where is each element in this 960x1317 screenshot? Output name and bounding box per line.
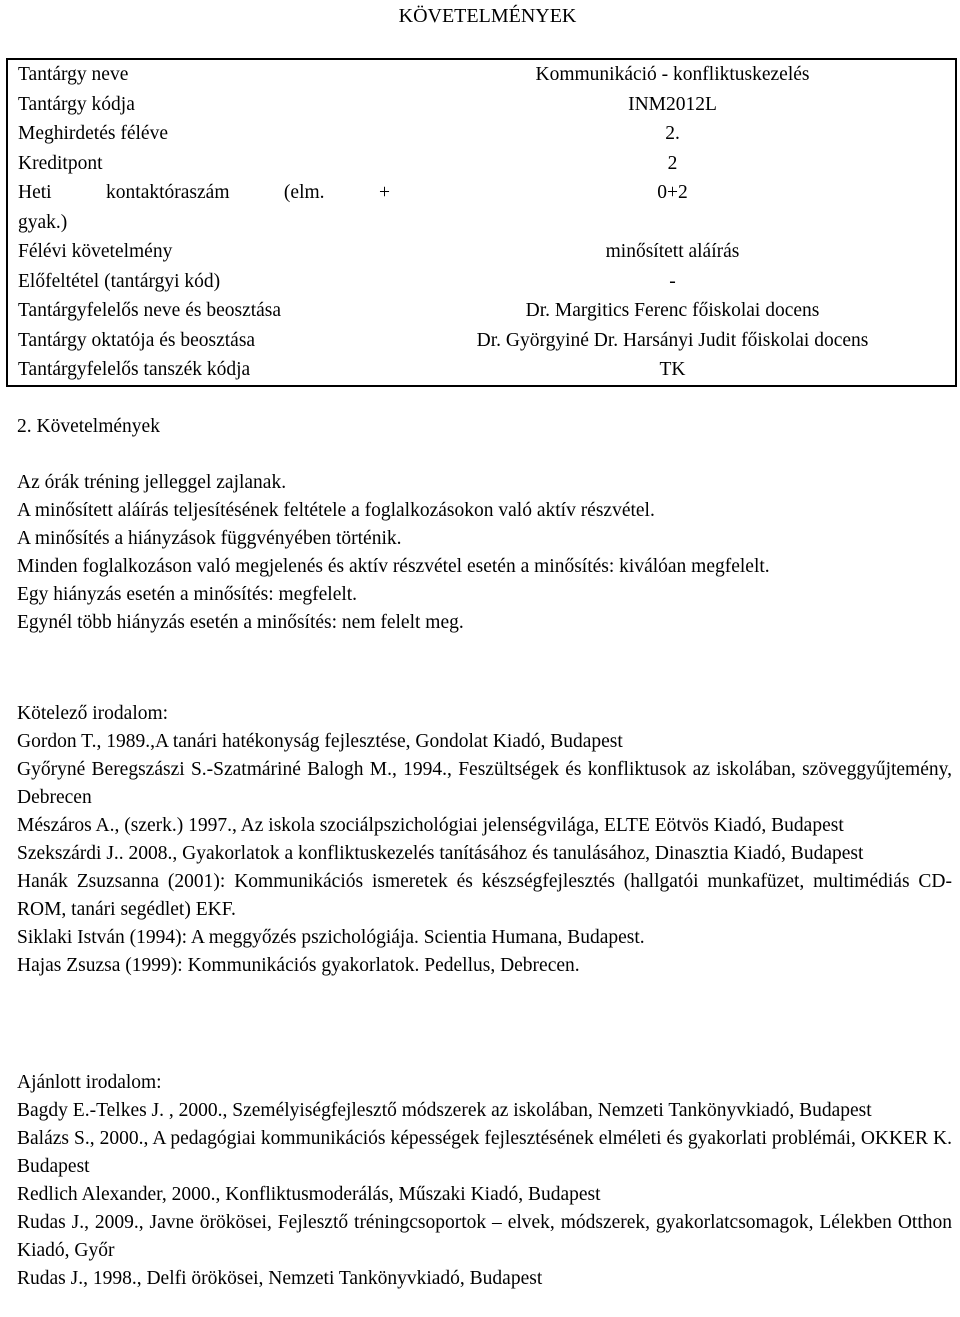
table-row xyxy=(7,326,956,356)
row-label: Tantárgyfelelős tanszék kódja xyxy=(18,359,251,380)
table-row xyxy=(7,355,956,386)
row-label-line: gyak.) xyxy=(18,211,68,233)
table-row xyxy=(7,59,956,90)
row-label: Előfeltétel (tantárgyi kód) xyxy=(18,270,221,292)
literature-item: Mészáros A., (szerk.) 1997., Az iskola szociálpszichológiai jelenségvilága, ELTE Eötvös Kiadó, Budapest xyxy=(17,815,844,836)
row-label: Meghirdetés féléve xyxy=(18,123,168,144)
row-label xyxy=(7,178,390,237)
table-row xyxy=(7,237,956,267)
literature-item: Balázs S., 2000., A pedagógiai kommunikációs képességek fejlesztésének elméleti és gyakorlati problémái, OKKER K. Budapest xyxy=(17,1128,952,1177)
table-row xyxy=(7,296,956,326)
requirement-line: A minősítés a hiányzások függvényében történik. xyxy=(17,528,402,549)
table-row xyxy=(7,178,956,237)
required-literature-section xyxy=(17,700,952,980)
literature-item: Gordon T., 1989.,A tanári hatékonyság fejlesztése, Gondolat Kiadó, Budapest xyxy=(17,731,623,752)
recommended-literature-section xyxy=(17,1069,952,1293)
literature-item: Redlich Alexander, 2000., Konfliktusmoderálás, Műszaki Kiadó, Budapest xyxy=(17,1184,601,1205)
row-label: Tantárgyfelelős neve és beosztása xyxy=(18,300,282,321)
requirement-line: Az órák tréning jelleggel zajlanak. xyxy=(17,472,287,493)
requirements-heading: 2. Követelmények xyxy=(17,416,160,437)
requirement-line: Egy hiányzás esetén a minősítés: megfelelt. xyxy=(17,584,358,605)
requirement-line: Minden foglalkozáson való megjelenés és aktív részvétel esetén a minősítés: kiválóan megfelelt. xyxy=(17,556,770,577)
row-label: Kreditpont xyxy=(18,152,103,174)
row-value: INM2012L xyxy=(628,93,717,115)
row-label: Tantárgy neve xyxy=(18,64,129,85)
table-row xyxy=(7,267,956,297)
row-label: Tantárgy oktatója és beosztása xyxy=(18,329,256,351)
table-row xyxy=(7,119,956,149)
literature-item: Hajas Zsuzsa (1999): Kommunikációs gyakorlatok. Pedellus, Debrecen. xyxy=(17,955,580,976)
literature-item: Hanák Zsuzsanna (2001): Kommunikációs ismeretek és készségfejlesztés (hallgatói munkafüzet, multimédiás CD-ROM, tanári segédlet) EKF. xyxy=(17,871,952,920)
page-title: KÖVETELMÉNYEK xyxy=(398,5,577,27)
literature-item: Szekszárdi J.. 2008., Gyakorlatok a konfliktuskezelés tanításához és tanulásához, Dinasztia Kiadó, Budapest xyxy=(17,843,864,864)
row-value: 2 xyxy=(667,152,678,174)
row-value: minősített aláírás xyxy=(605,241,740,262)
literature-item: Győryné Beregszászi S.-Szatmáriné Balogh M., 1994., Feszültségek és konfliktusok az iskolában, szöveggyűjtemény, Debrecen xyxy=(17,759,952,808)
literature-item: Rudas J., 1998., Delfi örökösei, Nemzeti Tankönyvkiadó, Budapest xyxy=(17,1268,543,1289)
recommended-literature-heading: Ajánlott irodalom: xyxy=(17,1072,162,1093)
literature-item: Bagdy E.-Telkes J. , 2000., Személyiségfejlesztő módszerek az iskolában, Nemzeti Tankönyvkiadó, Budapest xyxy=(17,1100,872,1121)
row-value: 0+2 xyxy=(657,182,688,203)
required-literature-heading: Kötelező irodalom: xyxy=(17,703,169,724)
row-value: Dr. Margitics Ferenc főiskolai docens xyxy=(525,300,820,321)
requirements-section xyxy=(17,413,952,637)
row-label: Tantárgy kódja xyxy=(18,93,135,115)
literature-item: Rudas J., 2009., Javne örökösei, Fejlesztő tréningcsoportok – elvek, módszerek, gyakorlatcsomagok, Lélekben Otthon Kiadó, Győr xyxy=(17,1212,952,1261)
row-label: Félévi követelmény xyxy=(18,241,173,262)
table-row xyxy=(7,149,956,179)
table-row xyxy=(7,90,956,120)
row-value: TK xyxy=(659,359,686,380)
course-info-table xyxy=(6,58,957,387)
row-value: Dr. Györgyiné Dr. Harsányi Judit főiskolai docens xyxy=(476,329,869,351)
row-value: Kommunikáció - konfliktuskezelés xyxy=(535,64,810,85)
spacer xyxy=(17,441,952,469)
row-value: - xyxy=(669,270,676,292)
literature-item: Siklaki István (1994): A meggyőzés pszichológiája. Scientia Humana, Budapest. xyxy=(17,927,645,948)
requirement-line: A minősített aláírás teljesítésének feltétele a foglalkozásokon való aktív részvétel. xyxy=(17,500,655,521)
row-label-line: Heti kontaktóraszám (elm. + xyxy=(18,182,390,203)
requirement-line: Egynél több hiányzás esetén a minősítés: nem felelt meg. xyxy=(17,612,464,633)
row-value: 2. xyxy=(665,123,680,144)
